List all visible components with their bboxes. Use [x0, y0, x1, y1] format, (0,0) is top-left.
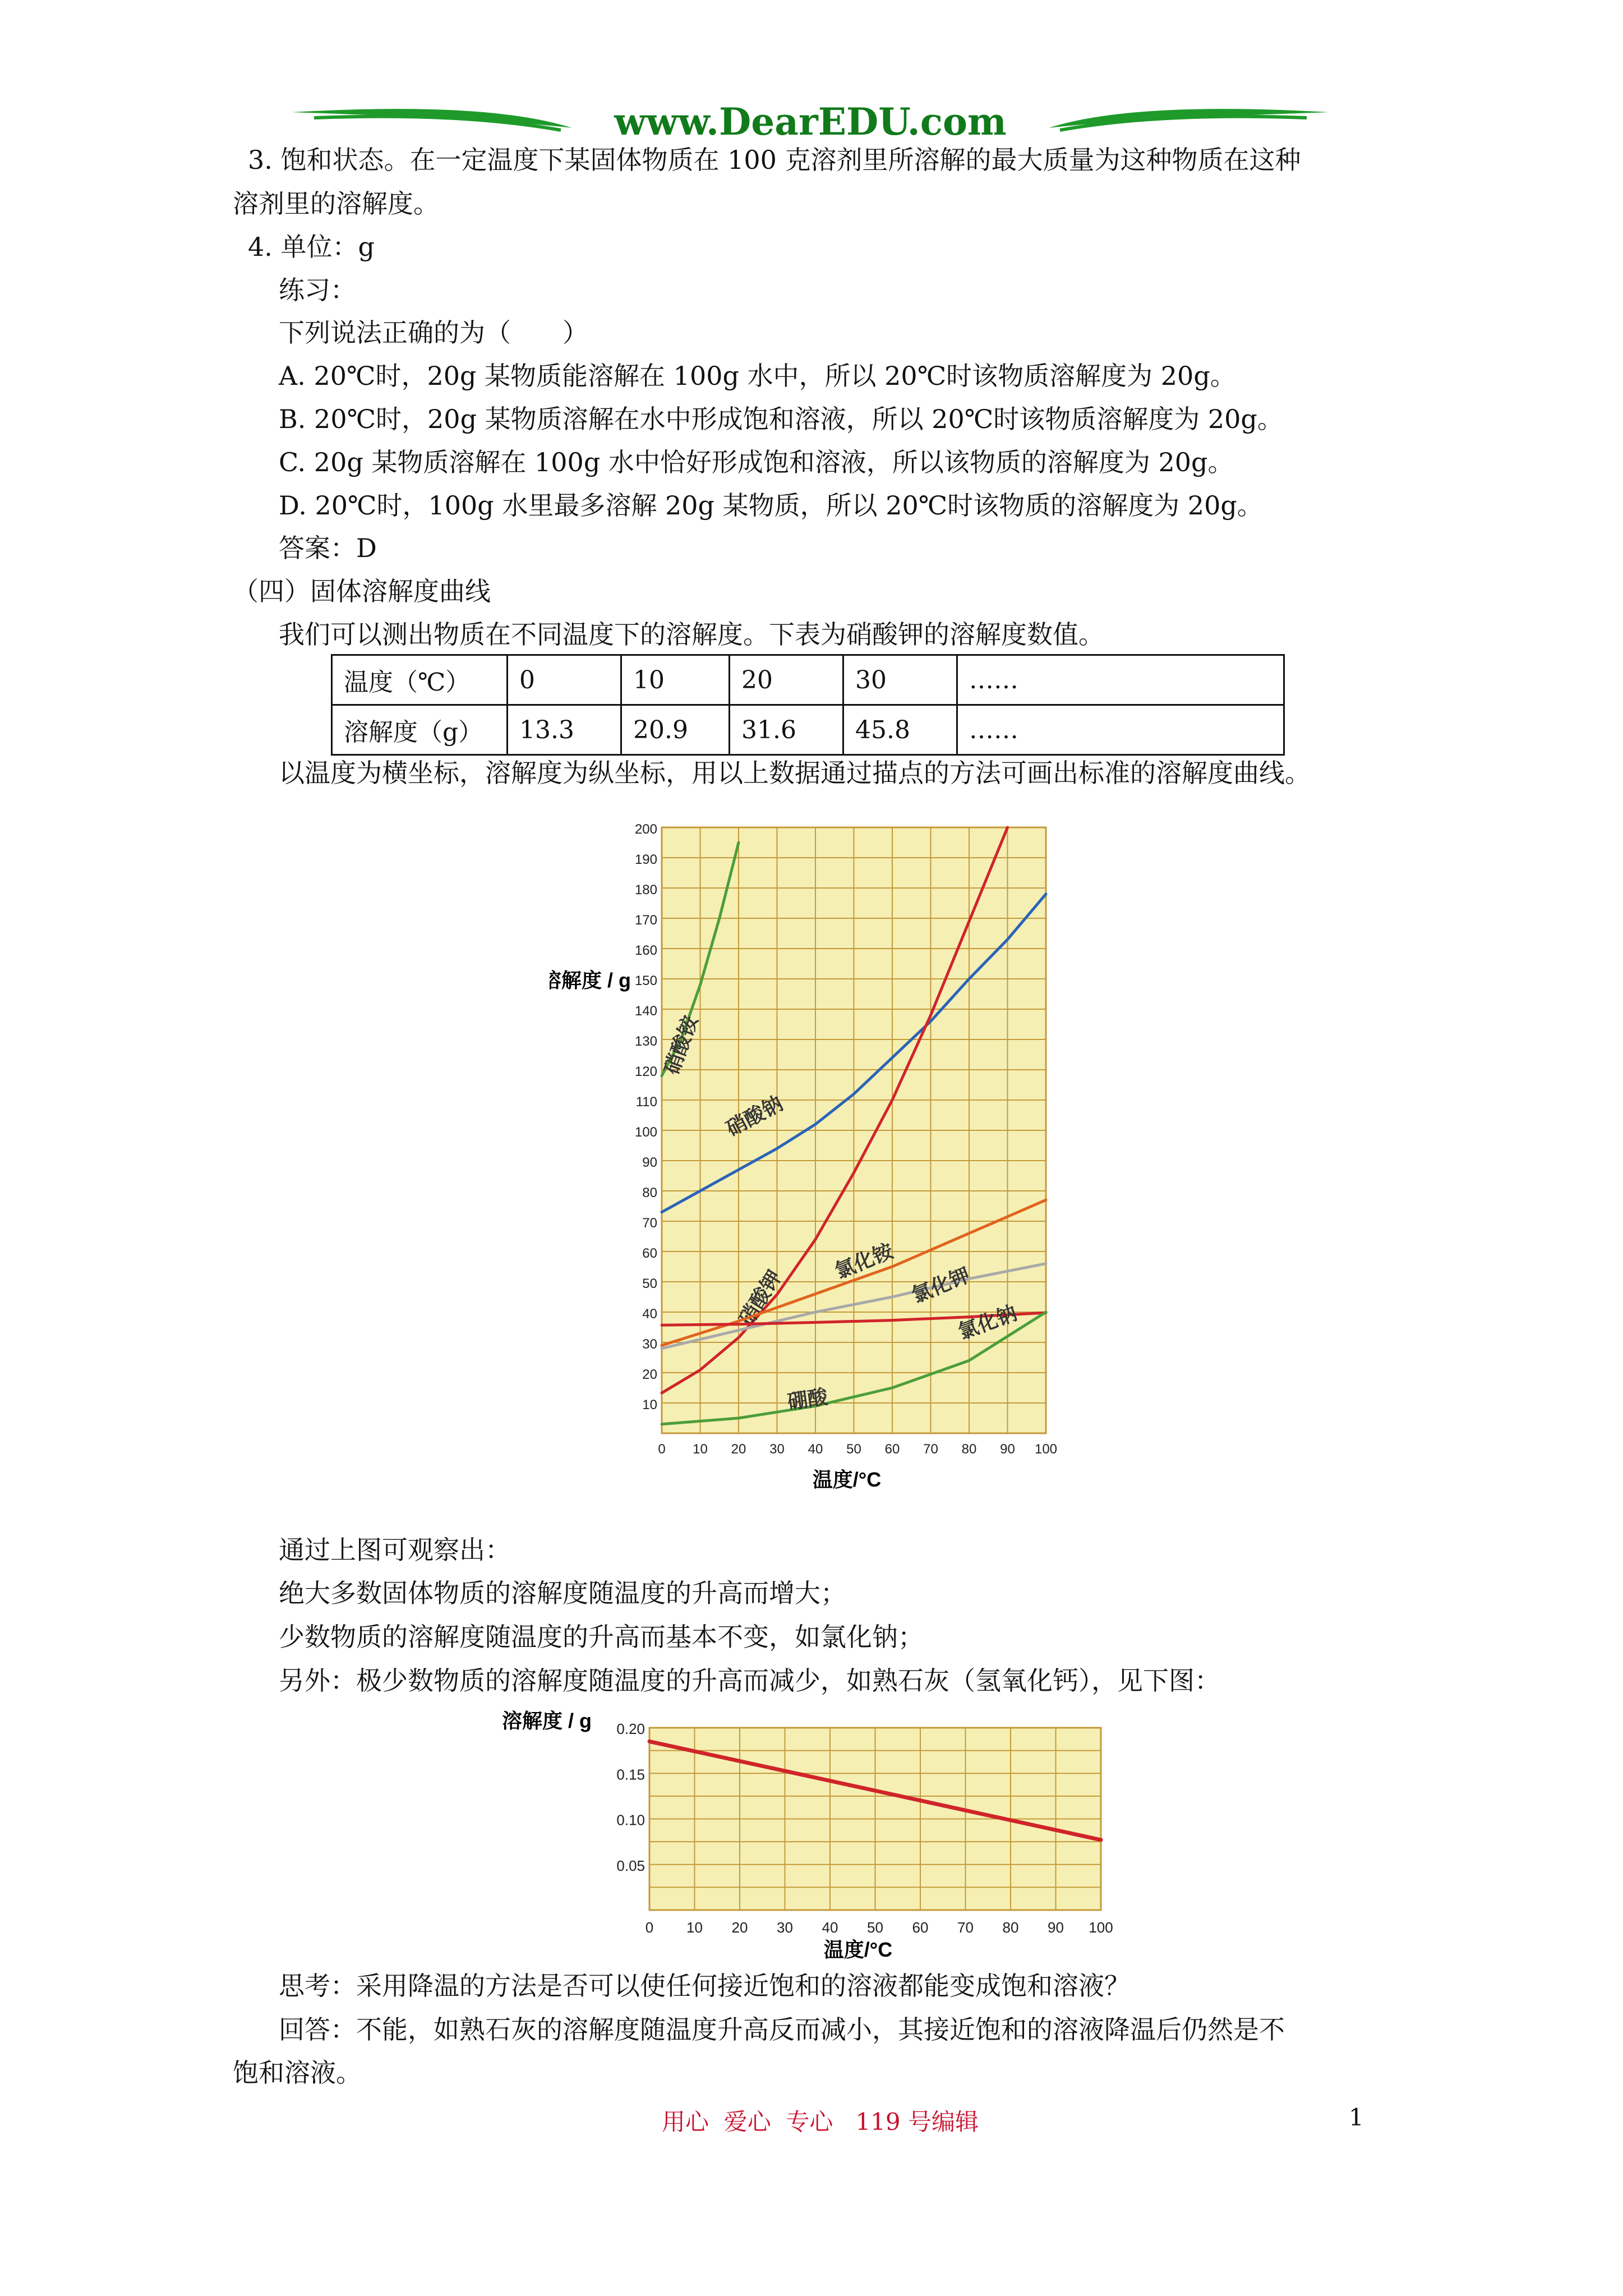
y-tick-label: 0.20 [616, 1720, 645, 1737]
series-label: 硝酸钠 [722, 1091, 787, 1140]
think-text: 思考：采用降温的方法是否可以使任何接近饱和的溶液都能变成饱和溶液？ [279, 1971, 1130, 2001]
y-tick-label: 140 [634, 1004, 657, 1019]
x-tick-label: 10 [693, 1442, 708, 1457]
y-axis-label: 溶解度 / g [550, 969, 631, 992]
obs2: 少数物质的溶解度随温度的升高而基本不变，如氯化钠； [279, 1622, 924, 1652]
table-row [332, 655, 1284, 705]
y-tick-label: 0.10 [616, 1811, 645, 1829]
x-tick-label: 40 [822, 1919, 838, 1936]
x-axis-label: 温度/°C [812, 1468, 882, 1491]
x-tick-label: 10 [686, 1919, 703, 1936]
table-cell: 31.6 [730, 705, 843, 755]
y-tick-label: 170 [634, 913, 657, 928]
y-tick-label: 180 [634, 882, 657, 898]
item4: 4. 单位：g [248, 232, 375, 262]
x-tick-label: 100 [1089, 1919, 1113, 1936]
footer-text: 用心 爱心 专心 119 号编辑 [662, 2108, 979, 2136]
table-cell: 温度（℃） [332, 655, 508, 705]
y-axis-label: 溶解度 / g [502, 1709, 592, 1732]
y-tick-label: 30 [642, 1337, 657, 1352]
y-tick-label: 60 [642, 1246, 657, 1261]
x-tick-label: 100 [1034, 1442, 1058, 1457]
y-tick-label: 70 [642, 1216, 657, 1231]
y-tick-label: 40 [642, 1306, 657, 1322]
page-number: 1 [1349, 2104, 1364, 2131]
reply-line1: 回答：不能，如熟石灰的溶解度随温度升高反而减小，其接近饱和的溶液降温后仍然是不 [279, 2014, 1285, 2045]
x-tick-label: 90 [1048, 1919, 1064, 1936]
series-label: 硝酸钾 [734, 1266, 786, 1330]
option-c: C. 20g 某物质溶解在 100g 水中恰好形成饱和溶液，所以该物质的溶解度为 20g。 [279, 447, 1234, 477]
y-tick-label: 10 [642, 1397, 657, 1412]
y-tick-label: 50 [642, 1276, 657, 1291]
solubility-table [331, 654, 1285, 756]
y-tick-label: 190 [634, 852, 657, 867]
table-intro: 我们可以测出物质在不同温度下的溶解度。下表为硝酸钾的溶解度数值。 [279, 619, 1104, 650]
y-tick-label: 90 [642, 1155, 657, 1170]
table-cell: 30 [843, 655, 957, 705]
x-tick-label: 70 [923, 1442, 938, 1457]
option-b: B. 20℃时，20g 某物质溶解在水中形成饱和溶液，所以 20℃时该物质溶解度为 20g。 [279, 404, 1283, 434]
logo-text: www.DearEDU.com [614, 100, 1007, 144]
y-tick-label: 100 [634, 1125, 657, 1140]
table-cell: 溶解度（g） [332, 705, 508, 755]
table-cell: 20 [730, 655, 843, 705]
x-tick-label: 20 [731, 1919, 748, 1936]
y-tick-label: 20 [642, 1367, 657, 1382]
y-tick-label: 0.15 [616, 1766, 645, 1783]
x-tick-label: 30 [777, 1919, 793, 1936]
y-tick-label: 150 [634, 973, 657, 988]
chart1-svg [550, 819, 1077, 1509]
y-tick-label: 160 [634, 943, 657, 958]
x-tick-label: 60 [884, 1442, 900, 1457]
obs-title: 通过上图可观察出： [279, 1535, 511, 1565]
table-cell: 13.3 [508, 705, 621, 755]
obs1: 绝大多数固体物质的溶解度随温度的升高而增大； [279, 1578, 846, 1608]
y-tick-label: 120 [634, 1064, 657, 1079]
x-tick-label: 70 [957, 1919, 974, 1936]
table-cell: 45.8 [843, 705, 957, 755]
y-tick-label: 110 [635, 1094, 657, 1110]
series-label: 氯化铵 [831, 1239, 897, 1283]
exercise-label: 练习： [279, 275, 356, 305]
table-cell: …… [957, 655, 1284, 705]
table-cell: 0 [508, 655, 621, 705]
section4-title: （四）固体溶解度曲线 [233, 576, 491, 606]
series-label: 氯化钠 [955, 1301, 1020, 1344]
x-tick-label: 30 [769, 1442, 785, 1457]
plot-intro: 以温度为横坐标，溶解度为纵坐标，用以上数据通过描点的方法可画出标准的溶解度曲线。 [279, 758, 1311, 788]
table-row [332, 705, 1284, 755]
chart2-svg [494, 1705, 1133, 1963]
table-cell: 20.9 [621, 705, 730, 755]
x-tick-label: 80 [961, 1442, 977, 1457]
x-tick-label: 50 [846, 1442, 861, 1457]
x-tick-label: 0 [658, 1442, 666, 1457]
x-axis-label: 温度/°C [823, 1938, 893, 1961]
x-tick-label: 90 [1000, 1442, 1015, 1457]
item3-line1: 3. 饱和状态。在一定温度下某固体物质在 100 克溶剂里所溶解的最大质量为这种物质在这种 [248, 145, 1301, 175]
x-tick-label: 40 [808, 1442, 823, 1457]
x-tick-label: 0 [645, 1919, 654, 1936]
series-label: 氯化钾 [908, 1263, 974, 1308]
x-tick-label: 20 [731, 1442, 746, 1457]
table-cell: 10 [621, 655, 730, 705]
question-text: 下列说法正确的为（ ） [279, 318, 588, 348]
x-tick-label: 50 [867, 1919, 883, 1936]
table-cell: …… [957, 705, 1284, 755]
obs3: 另外：极少数物质的溶解度随温度的升高而减少，如熟石灰（氢氧化钙），见下图： [279, 1665, 1220, 1696]
y-tick-label: 130 [634, 1034, 657, 1049]
y-tick-label: 0.05 [616, 1857, 645, 1874]
item3-line2: 溶剂里的溶解度。 [233, 188, 439, 219]
solubility-curves-chart [550, 819, 1077, 1509]
option-d: D. 20℃时，100g 水里最多溶解 20g 某物质，所以 20℃时该物质的溶解度为 20g。 [279, 490, 1263, 521]
option-a: A. 20℃时，20g 某物质能溶解在 100g 水中，所以 20℃时该物质溶解度为 20g。 [279, 361, 1236, 391]
series-label: 硼酸 [786, 1385, 829, 1414]
reply-line2: 饱和溶液。 [233, 2058, 362, 2088]
y-tick-label: 80 [642, 1185, 657, 1200]
answer-text: 答案：D [279, 533, 377, 563]
x-tick-label: 60 [912, 1919, 929, 1936]
y-tick-label: 200 [634, 822, 657, 837]
calcium-hydroxide-chart [494, 1705, 1133, 1963]
x-tick-label: 80 [1002, 1919, 1019, 1936]
series-label: 硝酸铵 [660, 1013, 702, 1078]
